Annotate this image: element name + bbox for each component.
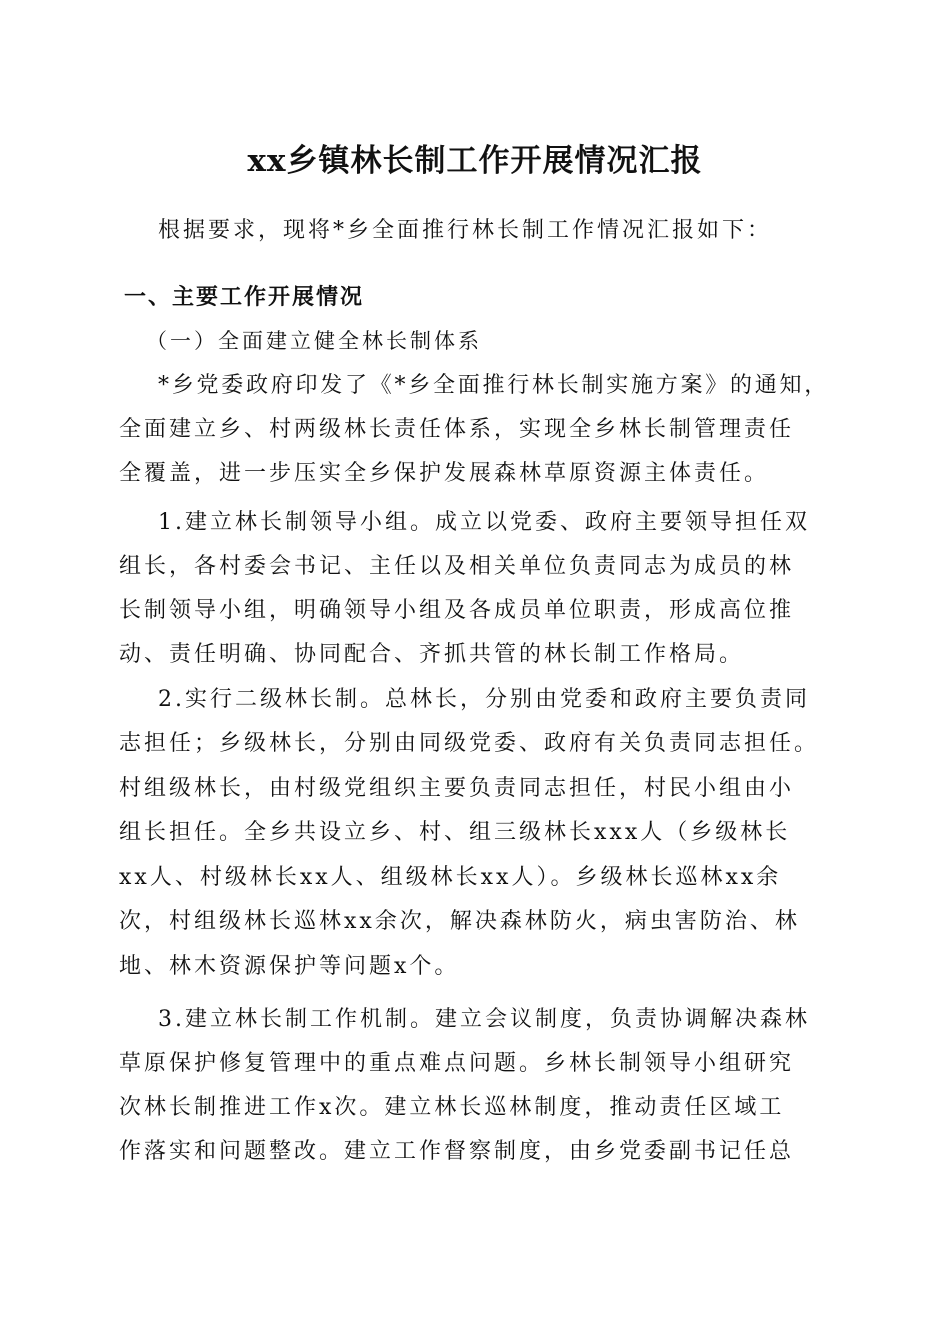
- paragraph-line: 志担任；乡级林长，分别由同级党委、政府有关负责同志担任。: [119, 731, 820, 756]
- paragraph-line: 全覆盖，进一步压实全乡保护发展森林草原资源主体责任。: [119, 461, 770, 486]
- paragraph-line: xx人、村级林长xx人、组级林长xx人）。乡级林长巡林xx余: [119, 865, 782, 890]
- paragraph-line: 地、林木资源保护等问题x个。: [119, 954, 460, 979]
- paragraph-line: 组长担任。全乡共设立乡、村、组三级林长xxx人（乡级林长: [119, 820, 791, 845]
- paragraph-line: 村组级林长，由村级党组织主要负责同志担任，村民小组由小: [119, 776, 795, 801]
- intro-paragraph: 根据要求，现将*乡全面推行林长制工作情况汇报如下：: [158, 218, 773, 243]
- paragraph-line: 组长，各村委会书记、主任以及相关单位负责同志为成员的林: [119, 554, 795, 579]
- paragraph-line: 次林长制推进工作x次。建立林长巡林制度，推动责任区域工: [119, 1095, 785, 1120]
- paragraph-line: 2.实行二级林长制。总林长，分别由党委和政府主要负责同: [158, 687, 810, 712]
- paragraph-line: *乡党委政府印发了《*乡全面推行林长制实施方案》的通知，: [158, 373, 830, 398]
- document-title: xx乡镇林长制工作开展情况汇报: [247, 143, 703, 179]
- paragraph-line: 全面建立乡、村两级林长责任体系，实现全乡林长制管理责任: [119, 417, 795, 442]
- paragraph-line: 长制领导小组，明确领导小组及各成员单位职责，形成高位推: [119, 598, 795, 623]
- paragraph-line: 1.建立林长制领导小组。成立以党委、政府主要领导担任双: [158, 510, 810, 535]
- paragraph-line: 作落实和问题整改。建立工作督察制度，由乡党委副书记任总: [119, 1139, 795, 1164]
- paragraph-line: 3.建立林长制工作机制。建立会议制度，负责协调解决森林: [158, 1007, 810, 1032]
- paragraph-line: 草原保护修复管理中的重点难点问题。乡林长制领导小组研究: [119, 1051, 795, 1076]
- subsection-heading: （一）全面建立健全林长制体系: [146, 329, 482, 353]
- paragraph-line: 次，村组级林长巡林xx余次，解决森林防火，病虫害防治、林: [119, 909, 800, 934]
- section-heading: 一、主要工作开展情况: [124, 285, 365, 310]
- paragraph-line: 动、责任明确、协同配合、齐抓共管的林长制工作格局。: [119, 642, 745, 667]
